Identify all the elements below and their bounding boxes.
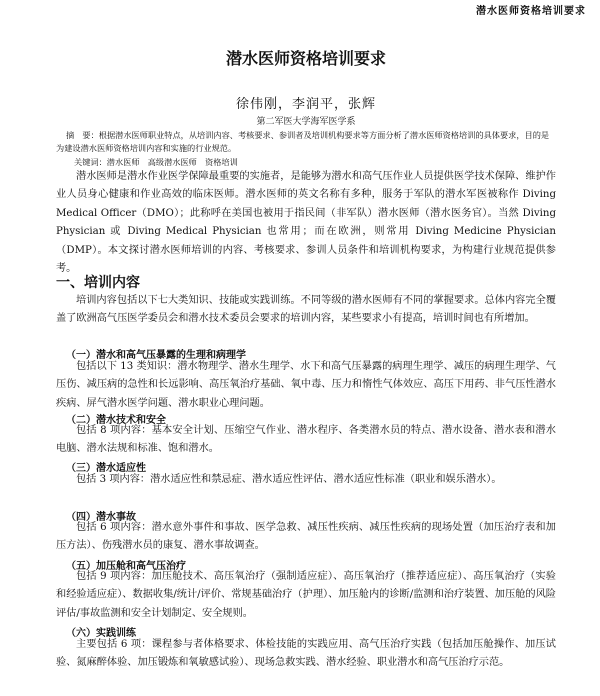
abstract: 摘 要：根据潜水医师职业特点，从培训内容、考核要求、参训者及培训机构要求等方面分析了潜水医师资格培训的具体要求，目的是为建设潜水医师资格培训内容和实施的行业规范。 [56,130,550,153]
section-intro-paragraph: 培训内容包括以下七大类知识、技能或实践训练。不同等级的潜水医师有不同的掌握要求。总体内容完全覆盖了欧洲高气压医学委员会和潜水技术委员会要求的培训内容，某些要求小有提高，培训时间也有所增加。 [56,295,556,325]
subsection-paragraph: 主要包括 6 项：课程参与者体格要求、体检技能的实践应用、高气压治疗实践（包括加压舱操作、加压试验、氮麻醉体验、加压锻炼和氧敏感试验）、现场急救实践、潜水经验、职业潜水和高气压治疗示范。 [56,639,556,669]
running-head: 潜水医师资格培训要求 [476,6,586,17]
subsection-heading: （一）潜水和高气压暴露的生理和病理学 [66,350,246,361]
subsection-heading: （六）实践训练 [66,628,136,639]
section-heading: 一、培训内容 [56,275,140,291]
subsection-heading: （三）潜水适应性 [66,463,146,474]
subsection-paragraph: 包括以下 13 类知识：潜水物理学、潜水生理学、水下和高气压暴露的病理生理学、减压的病理生理学、气压伤、减压病的急性和长远影响、高压氧治疗基础、氧中毒、压力和惰性气体效应、高压下用药、非气压性潜水疾病、屏气潜水医学问题、潜水职业心理问题。 [56,361,556,409]
subsection-heading: （二）潜水技术和安全 [66,415,166,426]
subsection-paragraph: 包括 8 项内容：基本安全计划、压缩空气作业、潜水程序、各类潜水员的特点、潜水设备、潜水表和潜水电脑、潜水法规和标准、饱和潜水。 [56,425,556,455]
subsection-heading: （五）加压舱和高气压治疗 [66,561,186,572]
subsection-heading: （四）潜水事故 [66,512,136,523]
affiliation: 第二军医大学海军医学系 [256,117,356,127]
intro-paragraph: 潜水医师是潜水作业医学保障最重要的实施者，是能够为潜水和高气压作业人员提供医学技术保障、维护作业人员身心健康和作业高效的临床医师。潜水医师的英文名称有多种，服务于军队的潜水军医被称作 Diving Medical Officer（DMO）；此称呼在美国也被用于指民间（非军队）潜水医师（潜水医务官）。当然 Diving Physician 或 Diving Medical Physician 也常用；而在欧洲，则常用 Diving Medicine Physician（DMP）。本文探讨潜水医师培训的内容、考核要求、参训人员条件和培训机构要求，为构建行业规范提供参考。 [56,171,556,275]
subsection-paragraph: 包括 9 项内容：加压舱技术、高压氧治疗（强制适应症）、高压氧治疗（推荐适应症）、高压氧治疗（实验和经验适应症）、数据收集/统计/评价、常规基础治疗（护理）、加压舱内的诊断/监测和治疗装置、加压舱的风险评估/事故监测和安全计划制定、安全规则。 [56,571,556,619]
subsection-paragraph: 包括 3 项内容：潜水适应性和禁忌症、潜水适应性评估、潜水适应性标准（职业和娱乐潜水）。 [76,474,502,485]
keywords: 关键词：潜水医师 高级潜水医师 资格培训 [74,157,238,167]
article-title: 潜水医师资格培训要求 [225,49,386,68]
subsection-paragraph: 包括 6 项内容：潜水意外事件和事故、医学急救、减压性疾病、减压性疾病的现场处置（加压治疗表和加压方法）、伤残潜水员的康复、潜水事故调查。 [56,522,556,552]
authors: 徐伟刚，李润平，张辉 [235,97,376,112]
